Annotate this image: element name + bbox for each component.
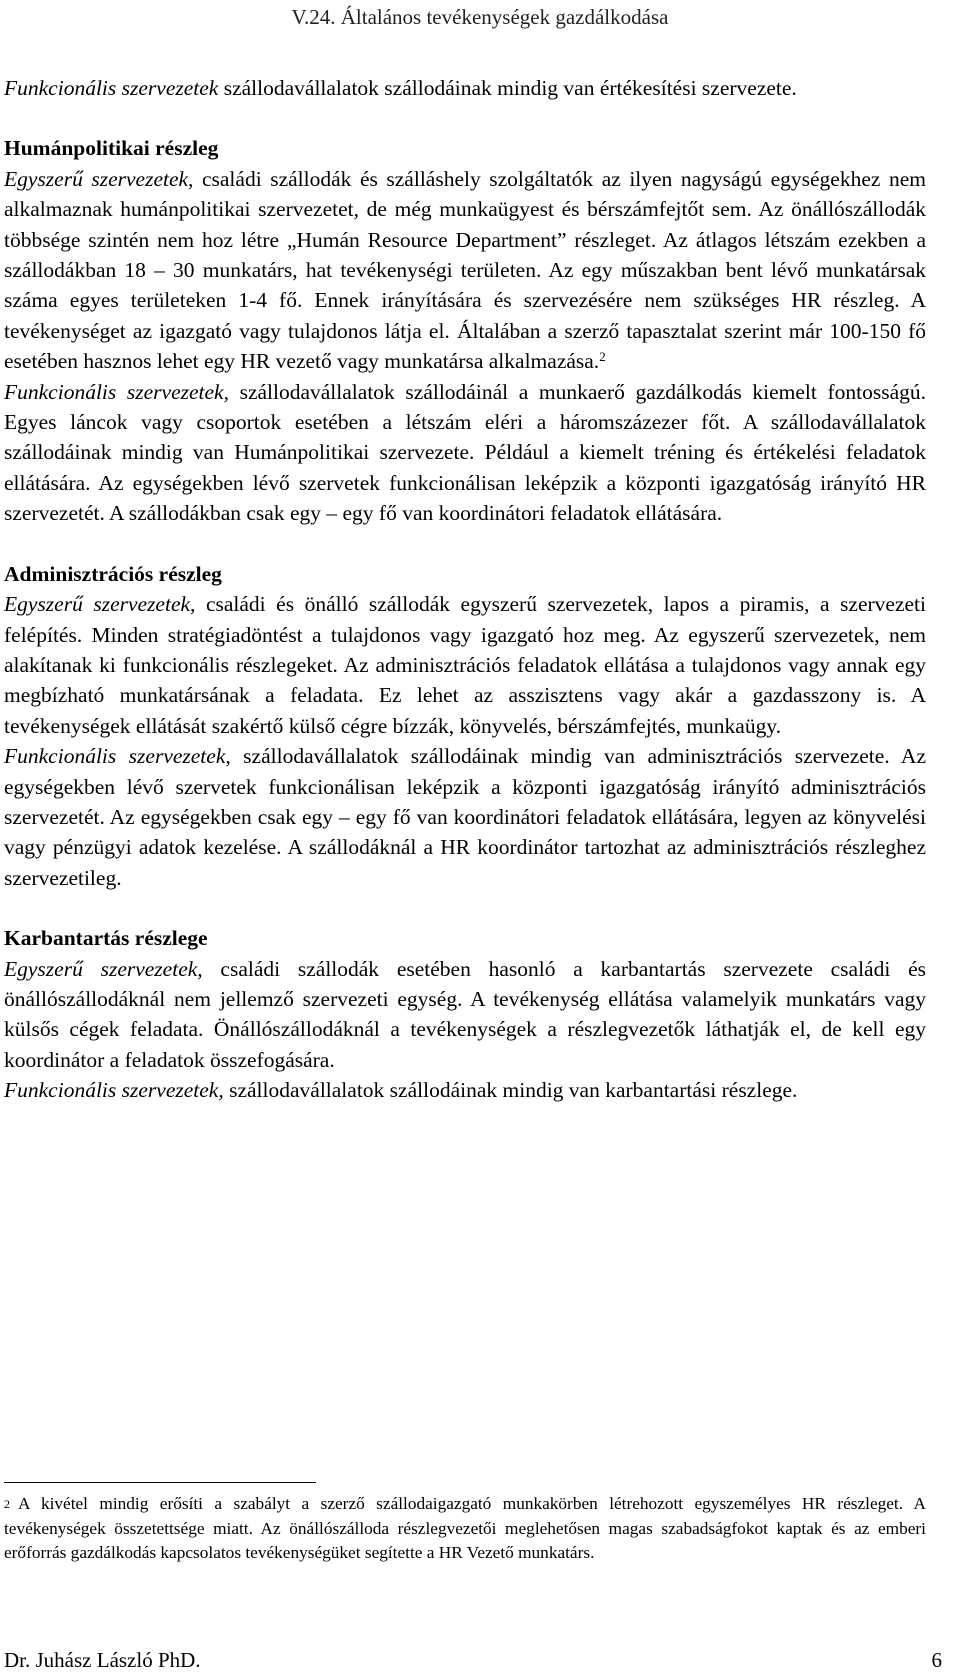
section-human-paragraph-simple <box>4 164 926 377</box>
running-footer <box>0 1647 960 1674</box>
italic-term: Funkcionális szervezetek, <box>4 379 229 404</box>
italic-term: Egyszerű szervezetek, <box>4 592 196 617</box>
paragraph-text: szállodavállalatok szállodáinál a munkaerő gazdálkodás kiemelt fontosságú. Egyes láncok vagy csoportok esetében a létszám eléri a háromszázezer főt. A szállodavállalatok szállodáinak mindig van Humánpolitikai szervezete. Például a kiemelt tréning és értékelési feladatok ellátására. Az egységekben lévő szervetek funkcionálisan leképzik a központi igazgatóság irányító HR szervezetét. A szállodákban csak egy – egy fő van koordinátori feladatok ellátására. <box>4 379 926 526</box>
page-number: 6 <box>931 1648 942 1672</box>
paragraph-text: szállodavállalatok szállodáinak mindig van adminisztrációs szervezete. Az egységekben lévő szervetek funkcionálisan leképzik a központi igazgatóság irányító adminisztrációs szervezetét. Az egységekben csak egy – egy fő van koordinátori feladatok ellátására, legyen az könyvelési vagy pénzügyi adatok kezelése. A szállodáknál a HR koordinátor tartozhat az adminisztrációs részleghez szervezetileg. <box>4 744 926 890</box>
paragraph-gap <box>4 529 926 559</box>
document-body <box>4 73 926 1106</box>
italic-term: Egyszerű szervezetek, <box>4 956 203 981</box>
footnote-reference[interactable]: 2 <box>599 349 606 365</box>
section-title-maintenance: Karbantartás részlege <box>4 926 208 951</box>
intro-paragraph <box>4 73 926 103</box>
paragraph-text: családi szállodák és szálláshely szolgáltatók az ilyen nagyságú egységekhez nem alkalmaznak humánpolitikai szervezetet, de még munkaügyest és bérszámfejtőt sem. Az önállószállodák többsége szintén nem hoz létre „Humán Resource Department” részleget. Az átlagos létszám ezekben a szállodákban 18 – 30 munkatárs, hat tevékenységi területen. Az egy műszakban bent lévő munkatársak száma egyes területeken 1-4 fő. Ennek irányítására és szervezésére nem szükséges HR részleg. A tevékenységet az igazgató vagy tulajdonos látja el. Általában a szerző tapasztalat szerint már 100-150 fő esetében hasznos lehet egy HR vezető vagy munkatársa alkalmazása. <box>4 166 926 374</box>
paragraph-text: szállodavállalatok szállodáinak mindig van karbantartási részlege. <box>223 1078 798 1103</box>
footnote <box>4 1492 926 1566</box>
paragraph-text: családi és önálló szállodák egyszerű szervezetek, lapos a piramis, a szervezeti felépítés. Minden stratégiadöntést a tulajdonos vagy igazgató hoz meg. Az egyszerű szervezetek, nem alakítanak ki funkcionális részlegeket. Az adminisztrációs feladatok ellátása a tulajdonos vagy annak egy megbízható munkatársának a feladata. Ez lehet az asszisztens vagy akár a gazdasszony is. A tevékenységek ellátását szakértő külső cégre bízzák, könyvelés, bérszámfejtés, munkaügy. <box>4 592 926 738</box>
section-title-human: Humánpolitikai részleg <box>4 136 219 161</box>
section-maintenance-paragraph-functional <box>4 1075 926 1105</box>
running-header: V.24. Általános tevékenységek gazdálkodása <box>291 5 669 29</box>
footnote-number: 2 <box>4 1497 10 1511</box>
section-human-paragraph-functional <box>4 377 926 529</box>
footer-author: Dr. Juhász László PhD. <box>4 1648 201 1672</box>
footnote-text: A kivétel mindig erősíti a szabályt a szerző szállodaigazgató munkakörben létrehozott egyszemélyes HR részleget. A tevékenységek összetettsége miatt. Az önállószálloda részlegvezetői meglehetősen magas szabadságfokot kaptak és az emberi erőforrás gazdálkodás kapcsolatos tevékenységüket segítette a HR Vezető munkatárs. <box>4 1494 926 1562</box>
section-maintenance-paragraph-simple <box>4 954 926 1076</box>
italic-term: Funkcionális szervezetek, <box>4 744 231 769</box>
section-admin-paragraph-simple <box>4 589 926 741</box>
paragraph-text: családi szállodák esetében hasonló a karbantartás szervezete családi és önállószállodáknál nem jellemző szervezeti egység. A tevékenység ellátása valamelyik munkatárs vagy külsős cégek feladata. Önállószállodáknál a tevékenységek a részlegvezetők láthatják el, de kell egy koordinátor a feladatok összefogására. <box>4 956 926 1072</box>
intro-text: szállodavállalatok szállodáinak mindig van értékesítési szervezete. <box>218 76 797 100</box>
section-title-admin: Adminisztrációs részleg <box>4 561 222 586</box>
paragraph-gap <box>4 103 926 133</box>
section-admin-paragraph-functional <box>4 741 926 893</box>
intro-italic-term: Funkcionális szervezetek <box>4 76 219 100</box>
italic-term: Egyszerű szervezetek, <box>4 166 194 191</box>
paragraph-gap <box>4 893 926 923</box>
footnote-separator <box>4 1482 316 1483</box>
italic-term: Funkcionális szervezetek, <box>4 1078 224 1103</box>
